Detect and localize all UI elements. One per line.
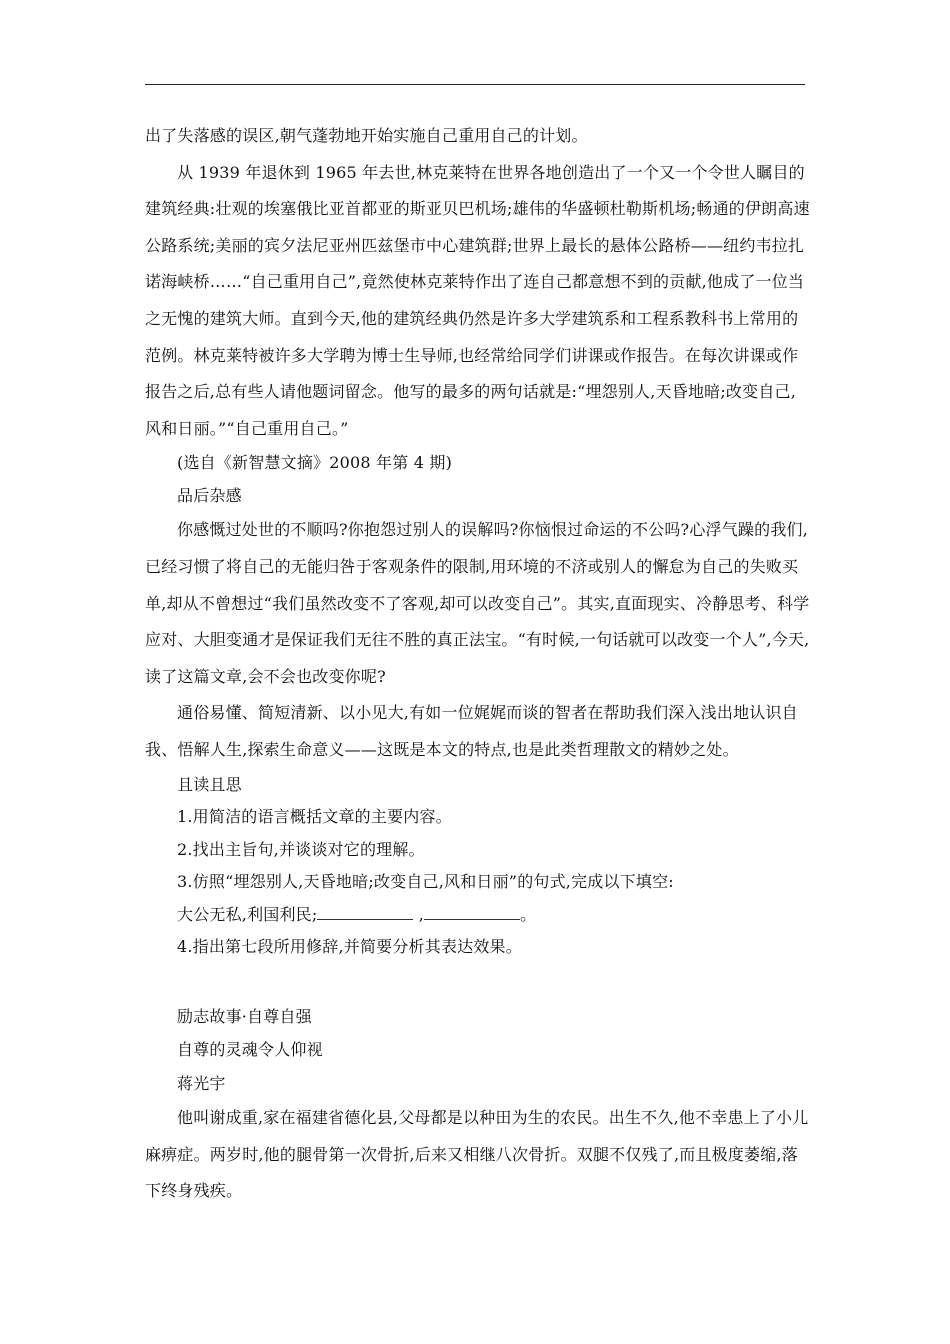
fill-prefix: 大公无私,利国利民;	[177, 904, 318, 924]
source-citation: (选自《新智慧文摘》2008 年第 4 期)	[177, 453, 453, 473]
question-item: 2.找出主旨句,并谈谈对它的理解。	[177, 839, 425, 859]
paragraph: 他叫谢成重,家在福建省德化县,父母都是以种田为生的农民。出生不久,他不幸患上了小儿麻痹症。两岁时,他的腿骨第一次骨折,后来又相继八次骨折。双腿不仅残了,而且极度萎缩,落下终身残疾。	[145, 1108, 809, 1201]
paragraph: 通俗易懂、简短清新、以小见大,有如一位娓娓而谈的智者在帮助我们深入浅出地认识自我、悟解人生,探索生命意义——这既是本文的特点,也是此类哲理散文的精妙之处。	[145, 703, 798, 759]
question-item: 1.用简洁的语言概括文章的主要内容。	[177, 807, 452, 826]
story-title: 自尊的灵魂令人仰视	[177, 1040, 323, 1059]
paragraph: 你感慨过处世的不顺吗?你抱怨过别人的误解吗?你恼恨过命运的不公吗?心浮气躁的我们,已经习惯了将自己的无能归咎于客观条件的限制,用环境的不济或别人的懈怠为自己的失败买单,却从不曾想过“我们虽然改变不了客观,却可以改变自己”。其实,直面现实、冷静思考、科学应对、大胆变通才是保证我们无往不胜的真正法宝。“有时候,一句话就可以改变一个人”,今天,读了这篇文章,会不会也改变你呢?	[145, 520, 810, 686]
question-item: 4.指出第七段所用修辞,并简要分析其表达效果。	[177, 937, 522, 956]
fill-blank	[317, 905, 413, 920]
fill-end: 。	[520, 904, 537, 924]
story-author: 蒋光宇	[177, 1073, 226, 1093]
header-rule	[145, 84, 805, 85]
story-category: 励志故事·自尊自强	[177, 1006, 312, 1026]
fill-separator: ,	[413, 904, 425, 924]
paragraph: 从 1939 年退休到 1965 年去世,林克莱特在世界各地创造出了一个又一个令世人瞩目的建筑经典:壮观的埃塞俄比亚首都亚的斯亚贝巴机场;雄伟的华盛顿杜勒斯机场;畅通的伊朗高速公路系统;美丽的宾夕法尼亚州匹兹堡市中心建筑群;世界上最长的悬体公路桥——纽约韦拉扎诺海峡桥……“自己重用自己”,竟然使林克莱特作出了连自己都意想不到的贡献,他成了一位当之无愧的建筑大师。直到今天,他的建筑经典仍然是许多大学建筑系和工程系教科书上常用的范例。林克莱特被许多大学聘为博士生导师,也经常给同学们讲课或作报告。在每次讲课或作报告之后,总有些人请他题词留念。他写的最多的两句话就是:“埋怨别人,天昏地暗;改变自己,风和日丽。”“自己重用自己。”	[145, 162, 810, 438]
section-heading-questions: 且读且思	[177, 774, 242, 794]
fill-blank	[424, 905, 520, 920]
spacer	[145, 964, 810, 1000]
document-body	[145, 118, 810, 1210]
fill-in-line	[145, 899, 810, 932]
question-item: 3.仿照“埋怨别人,天昏地暗;改变自己,风和日丽”的句式,完成以下填空:	[177, 872, 674, 891]
paragraph: 出了失落感的误区,朝气蓬勃地开始实施自己重用自己的计划。	[145, 126, 588, 145]
section-heading-reflection: 品后杂感	[177, 485, 242, 505]
